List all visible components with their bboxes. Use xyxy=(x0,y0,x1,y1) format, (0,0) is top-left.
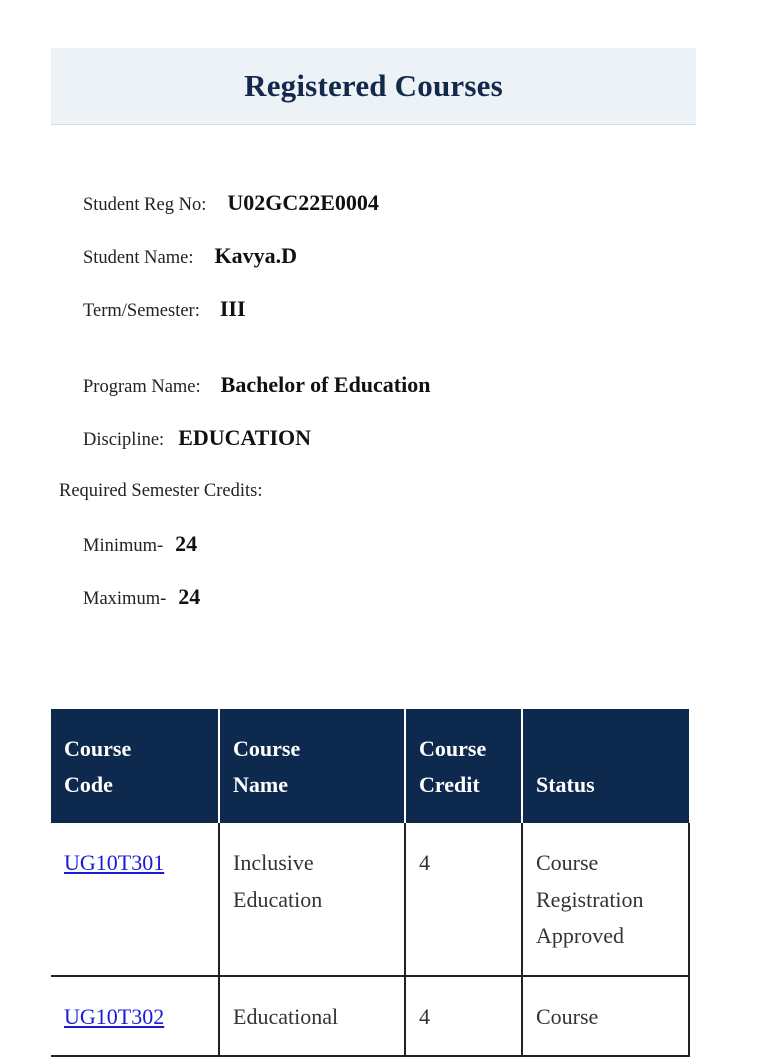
student-name-row xyxy=(83,243,297,269)
reg-no-row xyxy=(83,190,379,216)
course-credit-header-text: Course Credit xyxy=(419,736,487,797)
course-name-cell: Inclusive Education xyxy=(219,823,405,976)
discipline-value: EDUCATION xyxy=(178,425,312,450)
credits-min-value: 24 xyxy=(175,531,198,556)
course-credit-cell: 4 xyxy=(405,976,522,1057)
col-header-course-credit xyxy=(405,709,522,823)
course-code-link[interactable]: UG10T301 xyxy=(64,850,165,875)
discipline-label: Discipline: xyxy=(83,430,165,450)
discipline-row xyxy=(83,425,311,451)
program-value: Bachelor of Education xyxy=(220,372,431,397)
course-name-cell: Educational xyxy=(219,976,405,1057)
col-header-status xyxy=(522,709,689,823)
term-row xyxy=(83,296,246,322)
reg-no-label: Student Reg No: xyxy=(83,195,207,215)
page-title: Registered Courses xyxy=(244,68,503,103)
student-name-label: Student Name: xyxy=(83,248,194,268)
status-header-text: Status xyxy=(536,772,595,797)
course-status-cell: Course xyxy=(522,976,689,1057)
course-credit-cell: 4 xyxy=(405,823,522,976)
program-row xyxy=(83,372,430,398)
table-header-row xyxy=(51,709,689,823)
course-code-cell xyxy=(51,823,219,976)
course-name-header-text: Course Name xyxy=(233,736,301,797)
credits-heading-row xyxy=(59,481,262,502)
table-row xyxy=(51,976,689,1057)
credits-max-value: 24 xyxy=(178,584,201,609)
table-row xyxy=(51,823,689,976)
col-header-course-code xyxy=(51,709,219,823)
col-header-course-name xyxy=(219,709,405,823)
course-code-cell xyxy=(51,976,219,1057)
credits-max-row xyxy=(83,584,200,610)
credits-min-label: Minimum- xyxy=(83,536,164,556)
term-label: Term/Semester: xyxy=(83,301,200,321)
course-status-cell: Course Registration Approved xyxy=(522,823,689,976)
reg-no-value: U02GC22E0004 xyxy=(227,190,379,215)
courses-table xyxy=(51,709,690,1057)
term-value: III xyxy=(219,296,246,321)
course-code-header-text: Course Code xyxy=(64,736,132,797)
credits-max-label: Maximum- xyxy=(83,589,167,609)
course-code-link[interactable]: UG10T302 xyxy=(64,1003,165,1029)
page-header xyxy=(51,48,696,125)
student-name-value: Kavya.D xyxy=(214,243,297,268)
program-label: Program Name: xyxy=(83,377,201,397)
credits-min-row xyxy=(83,531,197,557)
credits-heading: Required Semester Credits: xyxy=(59,481,263,501)
